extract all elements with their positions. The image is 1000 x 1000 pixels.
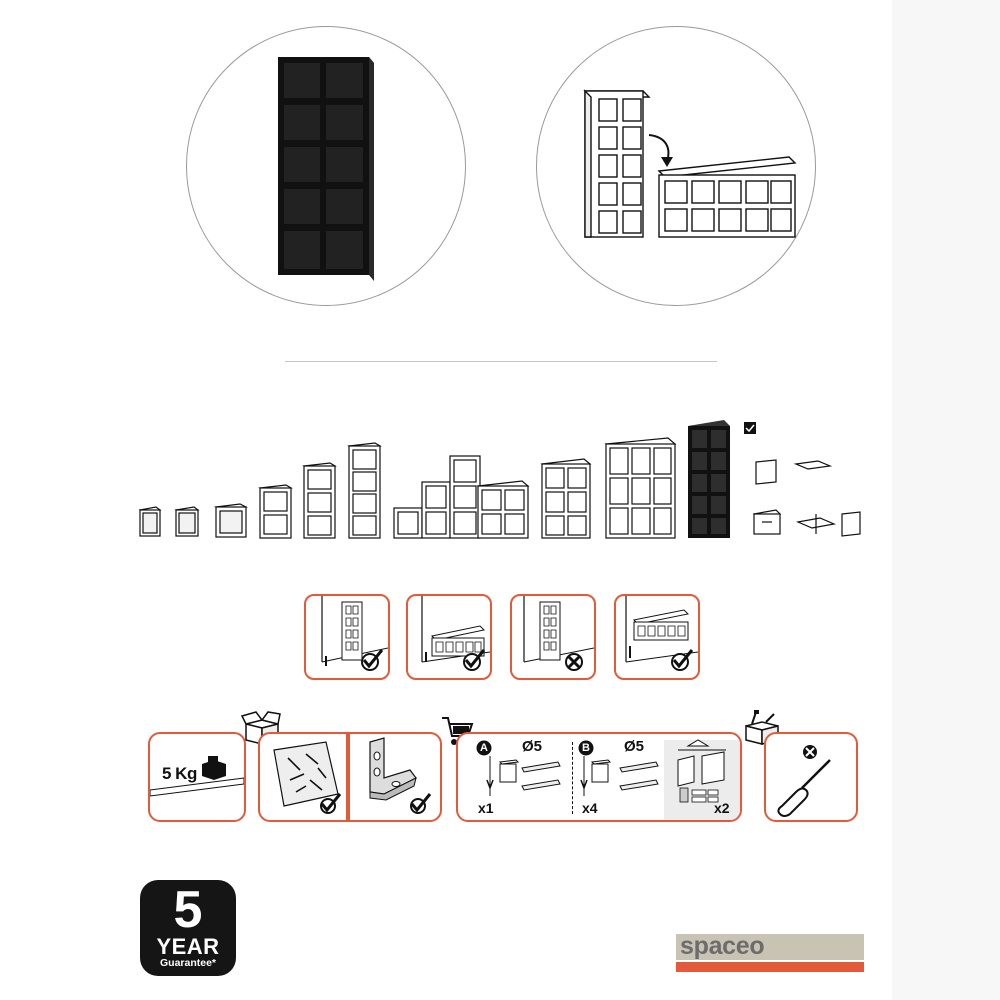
- option-b-letter: B: [582, 742, 590, 754]
- rule-horizontal-not-fixed: [614, 594, 700, 680]
- page-margin-shade: [892, 0, 1000, 1000]
- orientation-circle: [536, 26, 816, 306]
- option-a-letter: A: [480, 742, 488, 754]
- package-contents-card: [258, 732, 442, 822]
- product-range-row: [130, 410, 870, 550]
- guarantee-unit: YEAR: [156, 934, 220, 959]
- horizontal-not-fixed-illustration: [616, 596, 698, 678]
- range-cube-2: [176, 507, 198, 536]
- product-circle-black-shelf: [186, 26, 466, 306]
- accessory-shelf-insert: [796, 461, 830, 469]
- range-3x3-shelf: [606, 438, 675, 538]
- range-staircase-shelf: [394, 456, 480, 538]
- option-b-screw-illustration: [580, 756, 670, 800]
- range-3-cube-tower: [304, 463, 335, 538]
- option-b-diameter: Ø5: [624, 738, 645, 755]
- accessory-drawer: [754, 510, 780, 534]
- tool-required-card: [764, 732, 858, 822]
- range-selected-black-shelf: [688, 420, 730, 538]
- range-cube-3: [216, 504, 246, 537]
- rule-horizontal-wall-fixed: [406, 594, 492, 680]
- bracket-quantity: x2: [714, 800, 730, 816]
- range-2x2-shelf: [478, 481, 528, 538]
- vertical-wall-fixed-illustration: [306, 596, 388, 678]
- option-separator: [572, 742, 573, 814]
- guarantee-years: 5: [173, 881, 203, 939]
- rule-vertical-wall-fixed: [304, 594, 390, 680]
- section-divider: [285, 361, 717, 362]
- brand-accent-stripe: [676, 962, 864, 972]
- screwdriver-illustration: [766, 734, 856, 820]
- option-a-diameter: Ø5: [522, 738, 543, 755]
- accessory-back-panel: [842, 512, 860, 536]
- range-cube-1: [140, 507, 160, 536]
- rule-vertical-not-fixed: [510, 594, 596, 680]
- brand-name: spaceo: [680, 932, 765, 960]
- orientation-illustration: [537, 27, 815, 305]
- horizontal-shelf-outline: [659, 157, 795, 237]
- weight-limit-label: 5 Kg: [162, 764, 197, 783]
- corner-bracket-illustration: [350, 734, 440, 820]
- selected-checkmark-icon: [744, 422, 756, 434]
- option-b-quantity: x4: [582, 800, 598, 816]
- hardware-pack-illustration: [260, 734, 350, 820]
- option-a-quantity: x1: [478, 800, 494, 816]
- fixing-kit-card: [456, 732, 742, 822]
- range-4-cube-tower: [349, 443, 380, 538]
- guarantee-badge: [140, 880, 236, 976]
- accessory-door-panel: [756, 460, 776, 484]
- range-2x3-shelf: [542, 459, 590, 538]
- accessory-divider-insert: [798, 514, 834, 534]
- horizontal-wall-fixed-illustration: [408, 596, 490, 678]
- black-shelf-illustration: [187, 27, 465, 305]
- vertical-shelf-outline: [585, 91, 649, 237]
- vertical-not-fixed-illustration: [512, 596, 594, 678]
- load-limit-card: [148, 732, 246, 822]
- guarantee-label: Guarantee*: [159, 957, 217, 969]
- range-2-cube-tower: [260, 485, 291, 538]
- option-a-screw-illustration: [478, 756, 568, 800]
